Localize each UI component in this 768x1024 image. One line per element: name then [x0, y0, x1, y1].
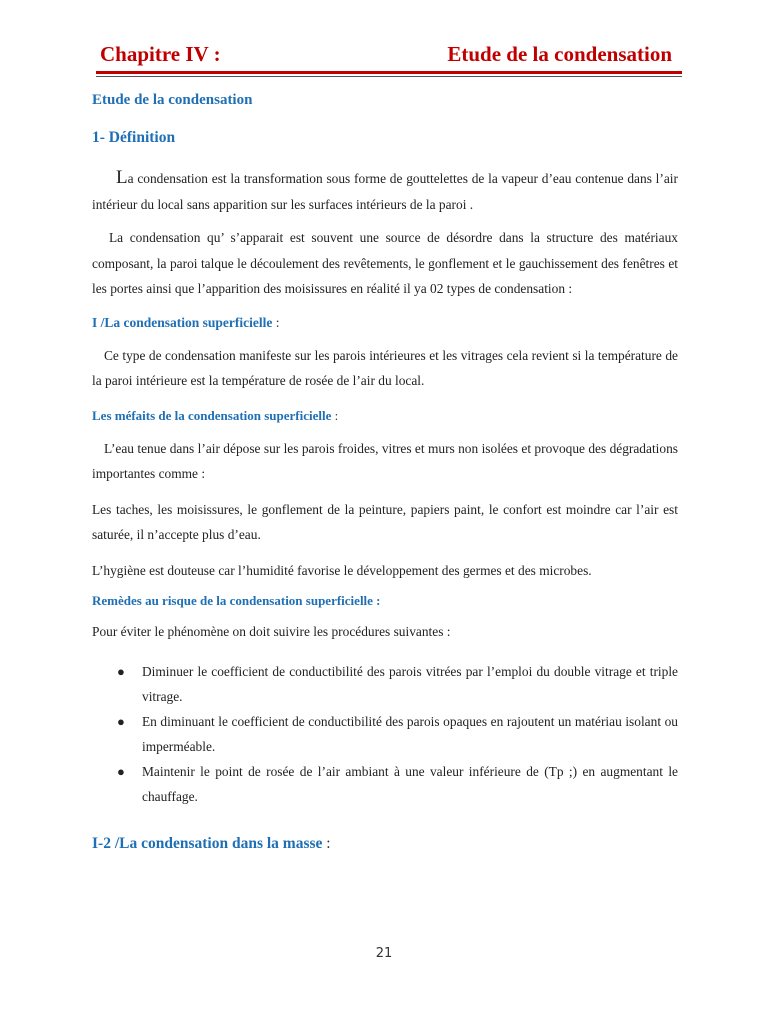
heading-colon: :: [272, 314, 280, 330]
bullet-icon: ●: [117, 663, 125, 679]
superficielle-heading-text: I /La condensation superficielle: [92, 314, 273, 330]
mefaits-heading: [92, 408, 678, 424]
chapter-label: Chapitre IV :: [100, 42, 221, 66]
page-content: [92, 88, 678, 853]
mefaits-heading-text: Les méfaits de la condensation superficielle: [92, 407, 332, 423]
mefaits-paragraph-2: Les taches, les moisissures, le gonflement de la peinture, papiers paint, le confort est moindre car l’air est saturée, il n’accepte plus d’eau.: [92, 501, 678, 542]
page-header: [100, 40, 672, 70]
masse-heading: [92, 835, 678, 853]
list-item: [92, 759, 678, 809]
remedes-intro: Pour éviter le phénomène on doit suivire les procédures suivantes :: [92, 624, 451, 639]
definition-paragraph-1-text: a condensation est la transformation sous forme de gouttelettes de la vapeur d’eau contenue dans l’air intérieur du local sans apparition sur les surfaces intérieurs de la paroi .: [92, 171, 678, 212]
definition-heading: 1- Définition: [92, 129, 176, 146]
superficielle-paragraph: Ce type de condensation manifeste sur les parois intérieures et les vitrages cela revient si la température de la paroi intérieure est la température de rosée de l’air du local.: [92, 347, 678, 388]
masse-heading-text: I-2 /La condensation dans la masse: [92, 834, 323, 852]
definition-paragraph-1: [92, 165, 678, 217]
chapter-title: Etude de la condensation: [447, 42, 672, 66]
remedes-list: [92, 659, 678, 809]
section-title: Etude de la condensation: [92, 92, 253, 108]
heading-colon: :: [322, 834, 331, 852]
mefaits-paragraph-3: L’hygiène est douteuse car l’humidité favorise le développement des germes et des microbes.: [92, 562, 592, 578]
header-rule: [96, 71, 682, 74]
heading-colon: :: [331, 407, 339, 423]
list-item-text: Diminuer le coefficient de conductibilité des parois vitrées par l’emploi du double vitrage et triple vitrage.: [142, 663, 678, 704]
list-item: [92, 659, 678, 709]
list-item-text: En diminuant le coefficient de conductibilité des parois opaques en rajoutent un matériau isolant ou imperméable.: [142, 713, 678, 754]
definition-paragraph-2: La condensation qu’ s’apparait est souvent une source de désordre dans la structure des matériaux composant, la paroi talque le découlement des revêtements, le gonflement et le gauchissement des fenêtres et les portes ainsi que l’apparition des moisissures en réalité il ya 02 types de condensation :: [92, 230, 678, 296]
list-item: [92, 709, 678, 759]
header-rule-thin: [96, 76, 682, 77]
mefaits-paragraph-1: L’eau tenue dans l’air dépose sur les parois froides, vitres et murs non isolées et provoque des dégradations importantes comme :: [92, 440, 678, 481]
bullet-icon: ●: [117, 713, 125, 729]
drop-cap: L: [116, 167, 128, 188]
remedes-heading: Remèdes au risque de la condensation superficielle :: [92, 593, 381, 608]
list-item-text: Maintenir le point de rosée de l’air ambiant à une valeur inférieure de (Tp ;) en augmentant le chauffage.: [142, 763, 678, 804]
page-number: 21: [375, 946, 393, 961]
bullet-icon: ●: [117, 763, 125, 779]
superficielle-heading: [92, 315, 678, 331]
